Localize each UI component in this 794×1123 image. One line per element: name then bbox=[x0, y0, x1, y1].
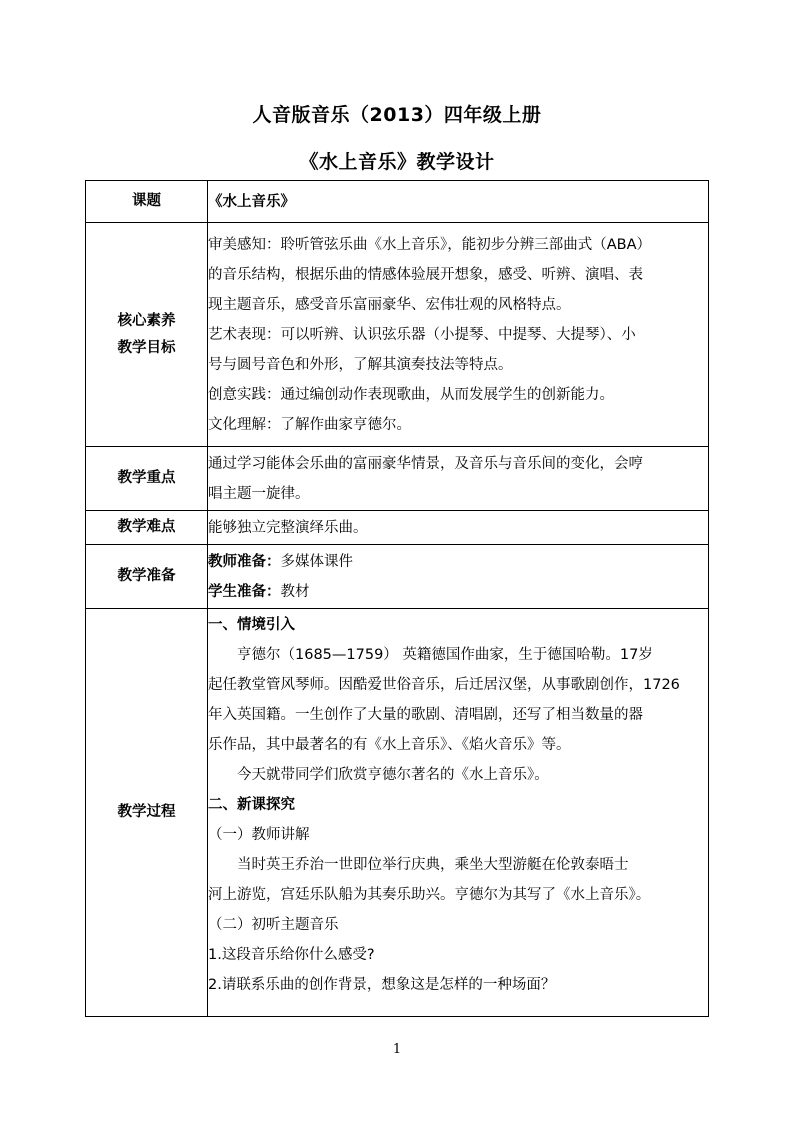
content-line: 起任教堂管风琴师。因酷爱世俗音乐，后迁居汉堡，从事歌剧创作，1726 bbox=[208, 677, 680, 693]
content-line: 能够独立完整演绎乐曲。 bbox=[208, 519, 368, 536]
content-line: 一、情境引入 bbox=[208, 617, 295, 633]
content-difficulties bbox=[208, 511, 709, 545]
line-prefix: 学生准备： bbox=[208, 583, 281, 600]
document-title: 人音版音乐（2013）四年级上册 bbox=[252, 104, 542, 126]
label-key-points bbox=[86, 447, 208, 511]
label-text: 教学重点 bbox=[117, 470, 176, 486]
content-line: 号与圆号音色和外形，了解其演奏技法等特点。 bbox=[208, 356, 513, 373]
label-preparation bbox=[86, 545, 208, 609]
line-prefix: 教师准备： bbox=[208, 553, 281, 570]
content-line: 二、新课探究 bbox=[208, 797, 295, 813]
content-line: 今天就带同学们欣赏亨德尔著名的《水上音乐》。 bbox=[237, 767, 549, 783]
row-key-points bbox=[86, 447, 709, 511]
content-line: 亨德尔（1685—1759） 英籍德国作曲家，生于德国哈勒。17岁 bbox=[237, 647, 653, 663]
content-line: 文化理解：了解作曲家亨德尔。 bbox=[208, 416, 411, 433]
content-line bbox=[208, 547, 708, 577]
page-number: 1 bbox=[392, 1042, 402, 1057]
content-topic bbox=[208, 181, 709, 223]
document-subtitle: 《水上音乐》教学设计 bbox=[299, 151, 495, 173]
line-text: 教材 bbox=[280, 583, 310, 600]
content-line: 现主题音乐，感受音乐富丽豪华、宏伟壮观的风格特点。 bbox=[208, 296, 571, 313]
content-line bbox=[208, 577, 708, 607]
content-line: 艺术表现：可以听辨、认识弦乐器（小提琴、中提琴、大提琴）、小 bbox=[208, 326, 636, 343]
row-topic bbox=[86, 181, 709, 223]
content-line: 当时英王乔治一世即位举行庆典，乘坐大型游艇在伦敦泰晤士 bbox=[237, 857, 629, 873]
content-line: 创意实践：通过编创动作表现歌曲，从而发展学生的创新能力。 bbox=[208, 386, 614, 403]
content-line: 唱主题一旋律。 bbox=[208, 485, 310, 502]
content-line: 审美感知：聆听管弦乐曲《水上音乐》，能初步分辨三部曲式（ABA） bbox=[208, 236, 652, 253]
row-objectives bbox=[86, 223, 709, 447]
line-text: 多媒体课件 bbox=[280, 553, 353, 570]
content-line: 1.这段音乐给你什么感受? bbox=[208, 947, 375, 963]
content-objectives bbox=[208, 223, 709, 447]
content-process bbox=[208, 609, 709, 1017]
label-objectives bbox=[86, 223, 208, 447]
content-line: 乐作品，其中最著名的有《水上音乐》、《焰火音乐》等。 bbox=[208, 737, 571, 753]
content-line: 年入英国籍。一生创作了大量的歌剧、清唱剧，还写了相当数量的器 bbox=[208, 707, 643, 723]
content-line: 通过学习能体会乐曲的富丽豪华情景，及音乐与音乐间的变化，会哼 bbox=[208, 455, 643, 472]
label-text: 教学过程 bbox=[117, 804, 176, 820]
label-text: 教学准备 bbox=[117, 568, 176, 584]
label-process bbox=[86, 609, 208, 1017]
row-process bbox=[86, 609, 709, 1017]
label-text: 核心素养 bbox=[117, 312, 176, 329]
label-text: 教学目标 bbox=[117, 339, 176, 356]
content-line: 2.请联系乐曲的创作背景，想象这是怎样的一种场面？ bbox=[208, 977, 556, 993]
content-preparation bbox=[208, 545, 709, 609]
label-text: 课题 bbox=[132, 193, 161, 209]
lesson-plan-table bbox=[85, 180, 709, 1017]
label-topic bbox=[86, 181, 208, 223]
content-key-points bbox=[208, 447, 709, 511]
label-text: 教学难点 bbox=[117, 519, 176, 535]
content-line: （二）初听主题音乐 bbox=[208, 917, 339, 933]
content-line: 《水上音乐》 bbox=[208, 193, 295, 210]
row-preparation bbox=[86, 545, 709, 609]
content-line: （一）教师讲解 bbox=[208, 827, 310, 843]
content-line: 河上游览，宫廷乐队船为其奏乐助兴。亨德尔为其写了《水上音乐》。 bbox=[208, 887, 651, 903]
content-line: 的音乐结构，根据乐曲的情感体验展开想象，感受、听辨、演唱、表 bbox=[208, 266, 643, 283]
row-difficulties bbox=[86, 511, 709, 545]
label-difficulties bbox=[86, 511, 208, 545]
